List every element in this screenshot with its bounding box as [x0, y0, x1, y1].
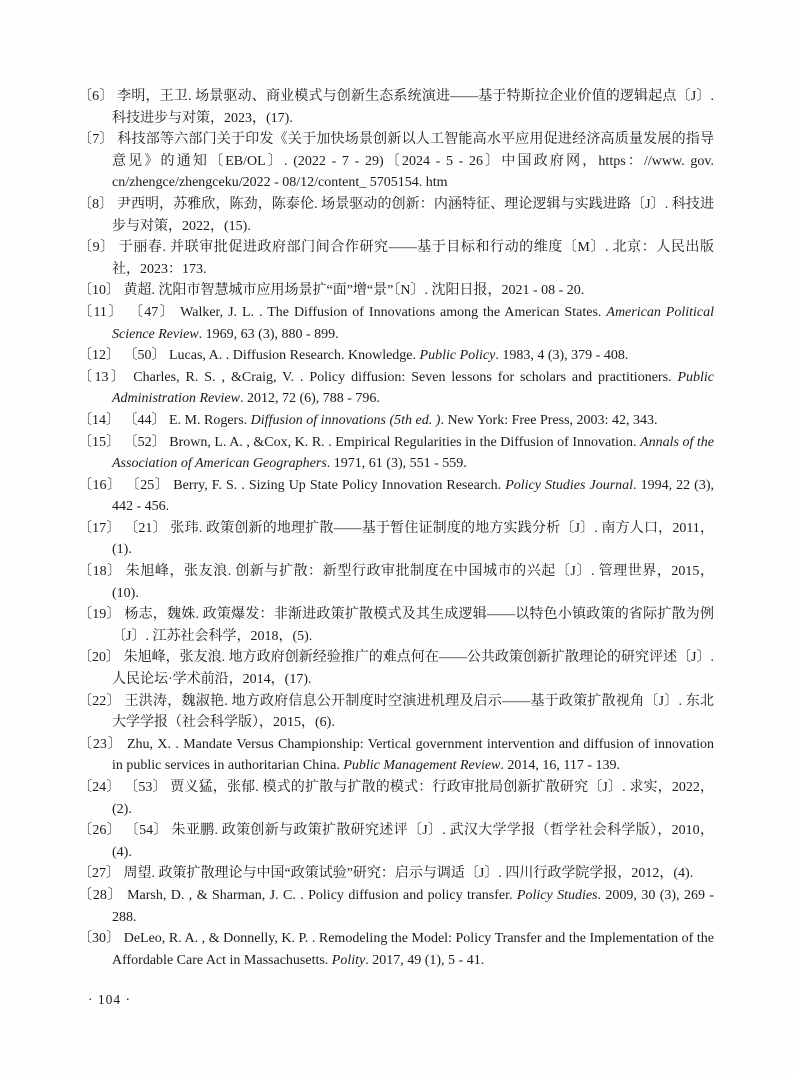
reference-item	[78, 647, 714, 690]
reference-text: 杨志，魏姝. 政策爆发：非渐进政策扩散模式及其生成逻辑——以特色小镇政策的省际扩散为例〔J〕. 江苏社会科学，2018，(5).	[112, 607, 715, 644]
journal-title: Public Management Review	[343, 758, 501, 774]
journal-title: Polity	[331, 952, 366, 968]
reference-label: 〔16〕	[78, 477, 126, 493]
reference-label: 〔13〕	[78, 369, 134, 385]
reference-text: 王洪涛，魏淑艳. 地方政府信息公开制度时空演进机理及启示——基于政策扩散视角〔J〕. 东北大学学报（社会科学版），2015，(6).	[112, 693, 714, 731]
reference-text: . 2012, 72 (6), 788 - 796.	[239, 391, 380, 407]
reference-text: 于丽春. 并联审批促进政府部门间合作研究——基于目标和行动的维度〔M〕. 北京：人民出版社，2023：173.	[112, 240, 714, 277]
reference-text: Marsh, D. , & Sharman, J. C. . Policy diffusion and policy transfer.	[127, 887, 517, 903]
reference-label: 〔14〕	[78, 412, 124, 428]
reference-item	[78, 86, 714, 129]
reference-item	[78, 820, 714, 863]
reference-label: 〔11〕	[78, 304, 129, 320]
reference-text: 周望. 政策扩散理论与中国“政策试验”研究：启示与调适〔J〕. 四川行政学院学报，2012，(4).	[123, 866, 694, 882]
journal-title: Public Administration Review	[112, 369, 715, 407]
reference-label: 〔23〕	[78, 736, 127, 752]
reference-label: 〔12〕	[78, 348, 124, 364]
reference-text: 〔53〕 贾义猛，张郁. 模式的扩散与扩散的模式：行政审批局创新扩散研究〔J〕. 求实，2022，(2).	[112, 780, 714, 817]
reference-text: 朱旭峰，张友浪. 创新与扩散：新型行政审批制度在中国城市的兴起〔J〕. 管理世界，2015，(10).	[112, 564, 714, 601]
reference-item	[78, 280, 714, 302]
reference-item	[78, 237, 714, 280]
reference-text: Charles, R. S. , &Craig, V. . Policy diffusion: Seven lessons for scholars and practitioners.	[133, 369, 678, 385]
reference-text: 〔47〕 Walker, J. L. . The Diffusion of Innovations among the American States.	[128, 304, 607, 320]
reference-label: 〔18〕	[78, 564, 126, 580]
reference-text: 科技部等六部门关于印发《关于加快场景创新以人工智能高水平应用促进经济高质量发展的指导意见》的通知〔EB/OL〕. (2022 - 7 - 29)〔2024 - 5 - 26〕中国政府网，https：//www. gov. cn/zhengce/zhengceku/2022 - 08/12/content_ 5705154. htm	[112, 132, 715, 191]
reference-item	[78, 561, 714, 604]
reference-item	[78, 604, 714, 647]
reference-text: . 1971, 61 (3), 551 - 559.	[326, 456, 467, 472]
reference-text: . 2014, 16, 117 - 139.	[500, 758, 621, 774]
reference-item	[78, 129, 714, 194]
reference-label: 〔7〕	[78, 132, 118, 148]
reference-label: 〔9〕	[78, 240, 119, 256]
reference-label: 〔22〕	[78, 693, 125, 709]
reference-label: 〔10〕	[78, 283, 124, 299]
reference-label: 〔6〕	[78, 89, 118, 104]
journal-title: Public Policy	[419, 348, 496, 364]
reference-label: 〔19〕	[78, 607, 125, 623]
reference-text: 尹西明，苏雅欣，陈劲，陈泰伦. 场景驱动的创新：内涵特征、理论逻辑与实践进路〔J〕. 科技进步与对策，2022，(15).	[112, 196, 715, 234]
reference-text: 朱旭峰，张友浪. 地方政府创新经验推广的难点何在——公共政策创新扩散理论的研究评述〔J〕. 人民论坛·学术前沿，2014，(17).	[112, 650, 715, 688]
reference-text: 〔25〕 Berry, F. S. . Sizing Up State Policy Innovation Research.	[125, 477, 506, 493]
journal-title: Policy Studies	[516, 887, 598, 903]
reference-item	[78, 691, 714, 734]
reference-item	[78, 928, 714, 971]
reference-item	[78, 777, 714, 820]
reference-text: 〔21〕 张玮. 政策创新的地理扩散——基于暂住证制度的地方实践分析〔J〕. 南方人口，2011，(1).	[112, 520, 714, 558]
reference-item	[78, 885, 714, 928]
reference-text: . 1994, 22 (3), 442 - 456.	[112, 477, 714, 515]
reference-label: 〔17〕	[78, 520, 125, 536]
journal-title: Annals of the Association of American Geographers	[112, 434, 714, 472]
reference-text: . 1983, 4 (3), 379 - 408.	[495, 348, 629, 364]
reference-text: Zhu, X. . Mandate Versus Championship: Vertical government intervention and diffusion of innovation in public services in authoritarian China.	[112, 736, 714, 774]
reference-text: 李明，王卫. 场景驱动、商业模式与创新生态系统演进——基于特斯拉企业价值的逻辑起点〔J〕. 科技进步与对策，2023，(17).	[112, 89, 714, 126]
journal-title: Policy Studies Journal	[505, 477, 634, 493]
reference-text: . 2017, 49 (1), 5 - 41.	[365, 952, 485, 968]
reference-item	[78, 475, 714, 518]
reference-text: . New York: Free Press, 2003: 42, 343.	[440, 412, 658, 428]
reference-label: 〔27〕	[78, 866, 124, 882]
reference-text: 〔54〕 朱亚鹏. 政策创新与政策扩散研究述评〔J〕. 武汉大学学报（哲学社会科学版），2010，(4).	[112, 823, 714, 860]
reference-label: 〔20〕	[78, 650, 124, 666]
reference-item	[78, 734, 714, 777]
page-number: · 104 ·	[88, 992, 131, 1007]
reference-item	[78, 863, 714, 885]
journal-title: Diffusion of innovations (5th ed. )	[250, 412, 441, 428]
reference-list	[78, 86, 714, 971]
reference-text: 〔44〕 E. M. Rogers.	[123, 412, 251, 428]
reference-item	[78, 432, 714, 475]
reference-label: 〔24〕	[78, 780, 125, 795]
reference-label: 〔15〕	[78, 434, 124, 450]
reference-text: 黄超. 沈阳市智慧城市应用场景扩“面”增“景”〔N〕. 沈阳日报，2021 - 08 - 20.	[123, 283, 585, 299]
reference-text: . 1969, 63 (3), 880 - 899.	[198, 326, 339, 342]
reference-item	[78, 518, 714, 561]
reference-text: 〔50〕 Lucas, A. . Diffusion Research. Knowledge.	[123, 348, 420, 364]
reference-text: 〔52〕 Brown, L. A. , &Cox, K. R. . Empirical Regularities in the Diffusion of Innovation.	[123, 434, 641, 450]
reference-text: DeLeo, R. A. , & Donnelly, K. P. . Remodeling the Model: Policy Transfer and the Implementation of the Affordable Care Act in Massachusetts.	[112, 931, 714, 968]
reference-label: 〔26〕	[78, 823, 125, 839]
reference-label: 〔8〕	[78, 196, 117, 212]
reference-item	[78, 302, 714, 345]
reference-item	[78, 367, 714, 410]
reference-text: . 2009, 30 (3), 269 - 288.	[112, 887, 715, 925]
reference-item	[78, 410, 714, 432]
reference-item	[78, 194, 714, 237]
reference-label: 〔30〕	[78, 931, 124, 947]
journal-title: American Political Science Review	[112, 304, 714, 342]
reference-item	[78, 345, 714, 367]
reference-label: 〔28〕	[78, 887, 128, 903]
